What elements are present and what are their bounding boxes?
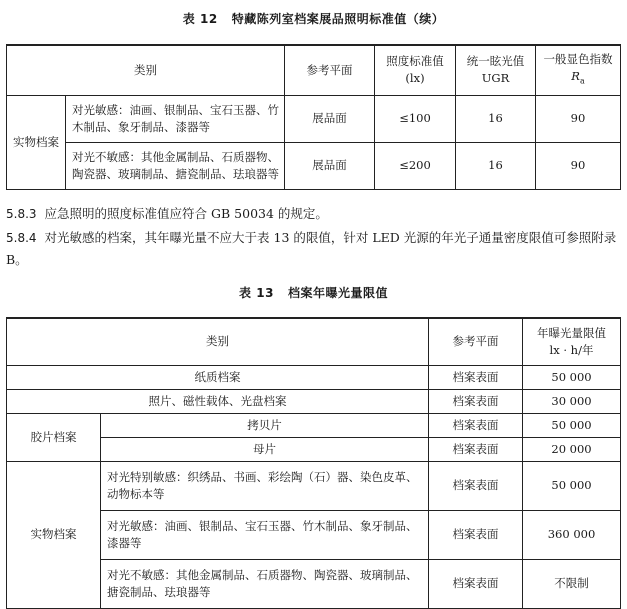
table-13-caption (0, 284, 627, 301)
table-12-title: 特藏陈列室档案展品照明标准值（续） (231, 12, 445, 26)
row-plane: 档案表面 (429, 437, 523, 461)
row-illuminance: ≤200 (375, 142, 456, 189)
table-row (7, 95, 621, 142)
row-limit: 50 000 (523, 413, 621, 437)
paragraph-text: 应急照明的照度标准值应符合 GB 50034 的规定。 (44, 206, 328, 221)
header-ra (536, 45, 621, 95)
table-row (7, 389, 621, 413)
header-ugr-line2: UGR (481, 71, 510, 86)
row-desc: 对光敏感：油画、银制品、宝石玉器、竹木制品、象牙制品、漆器等 (101, 510, 429, 559)
row-ugr: 16 (456, 95, 536, 142)
table-row (7, 365, 621, 389)
table-12-caption (0, 10, 627, 27)
paragraph-5-8-3 (6, 203, 621, 225)
header-ra-line2: $R_a$ (571, 69, 585, 86)
row-plane: 展品面 (285, 142, 375, 189)
row-limit: 30 000 (523, 389, 621, 413)
row-plane: 档案表面 (429, 510, 523, 559)
table-12-header-row (7, 45, 621, 95)
header-exposure-limit-unit: lx · h/年 (549, 342, 594, 357)
table-13-number: 表 13 (239, 286, 274, 300)
row-desc: 纸质档案 (7, 365, 429, 389)
table-13-header-row (7, 318, 621, 365)
header-reference-plane: 参考平面 (285, 45, 375, 95)
group-object-archives: 实物档案 (7, 95, 66, 189)
row-ugr: 16 (456, 142, 536, 189)
row-limit: 50 000 (523, 461, 621, 510)
group-object-archives: 实物档案 (7, 461, 101, 608)
row-plane: 展品面 (285, 95, 375, 142)
row-desc: 对光不敏感：其他金属制品、石质器物、陶瓷器、玻璃制品、搪瓷制品、珐琅器等 (66, 142, 285, 189)
row-illuminance: ≤100 (375, 95, 456, 142)
table-12-number: 表 12 (182, 12, 218, 26)
table-12 (6, 44, 621, 190)
row-desc: 照片、磁性载体、光盘档案 (7, 389, 429, 413)
row-desc: 对光特别敏感：织绣品、书画、彩绘陶（石）器、染色皮革、动物标本等 (101, 461, 429, 510)
row-plane: 档案表面 (429, 365, 523, 389)
row-ra: 90 (536, 95, 621, 142)
header-reference-plane: 参考平面 (429, 318, 523, 365)
table-row (7, 413, 621, 437)
header-ra-line1: 一般显色指数 (543, 52, 613, 67)
paragraph-5-8-4 (6, 227, 621, 270)
row-limit: 不限制 (523, 559, 621, 608)
table-row (7, 461, 621, 510)
header-ugr-line1: 统一眩光值 (466, 54, 525, 69)
row-limit: 20 000 (523, 437, 621, 461)
header-illuminance-unit: (lx) (405, 71, 425, 86)
header-exposure-limit (523, 318, 621, 365)
header-illuminance-line1: 照度标准值 (386, 54, 444, 69)
group-film-archives: 胶片档案 (7, 413, 101, 461)
section-number: 5.8.3 (6, 207, 37, 221)
row-plane: 档案表面 (429, 389, 523, 413)
paragraph-text: 对光敏感的档案，其年曝光量不应大于表 13 的限值，针对 LED 光源的年光子通量密度限值可参照附录 B。 (6, 230, 617, 267)
row-ra: 90 (536, 142, 621, 189)
row-desc: 对光敏感：油画、银制品、宝石玉器、竹木制品、象牙制品、漆器等 (66, 95, 285, 142)
header-category: 类别 (7, 45, 285, 95)
row-plane: 档案表面 (429, 413, 523, 437)
table-row (7, 142, 621, 189)
row-limit: 360 000 (523, 510, 621, 559)
row-limit: 50 000 (523, 365, 621, 389)
section-number: 5.8.4 (6, 231, 37, 245)
header-exposure-limit-line1: 年曝光量限值 (537, 325, 606, 340)
row-plane: 档案表面 (429, 559, 523, 608)
row-desc: 母片 (101, 437, 429, 461)
header-ugr (456, 45, 536, 95)
row-plane: 档案表面 (429, 461, 523, 510)
header-category: 类别 (7, 318, 429, 365)
table-13 (6, 317, 621, 609)
row-desc: 对光不敏感：其他金属制品、石质器物、陶瓷器、玻璃制品、搪瓷制品、珐琅器等 (101, 559, 429, 608)
header-illuminance (375, 45, 456, 95)
row-desc: 拷贝片 (101, 413, 429, 437)
table-13-title: 档案年曝光量限值 (287, 286, 388, 300)
